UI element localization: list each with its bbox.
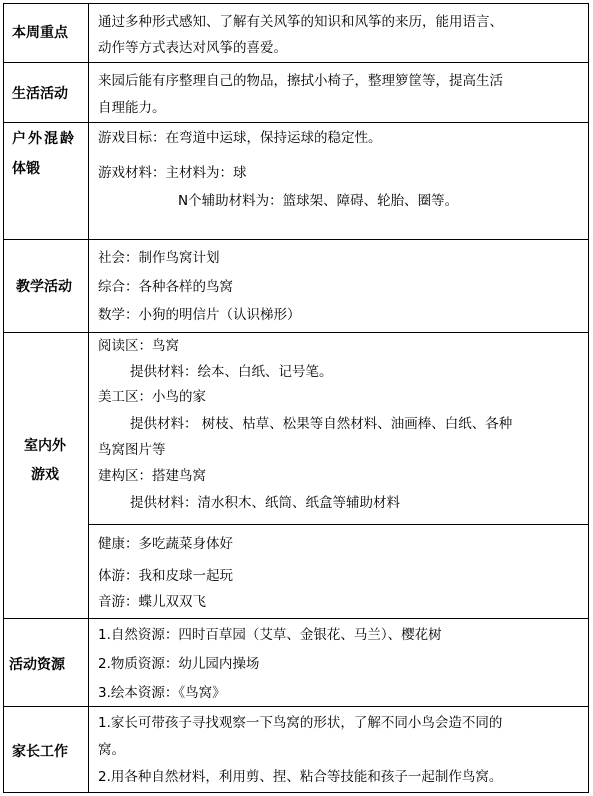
row-divider [4, 332, 588, 333]
games-line: 提供材料：清水积木、纸筒、纸盒等辅助材料 [130, 495, 400, 511]
row-header-teaching: 教学活动 [16, 279, 72, 295]
focus-line: 动作等方式表达对风筝的喜爱。 [98, 40, 287, 56]
row-header-outdoor: 体锻 [12, 161, 40, 177]
outdoor-line: 游戏材料：主材料为：球 [98, 165, 247, 181]
row-header-games: 游戏 [31, 467, 59, 483]
games-line: 音游：蝶儿双双飞 [98, 594, 206, 610]
resources-line: 2.物质资源：幼儿园内操场 [98, 656, 260, 672]
sub-row-divider [88, 524, 588, 525]
row-header-parents: 家长工作 [12, 744, 68, 760]
games-line: 健康：多吃蔬菜身体好 [98, 536, 233, 552]
teaching-line: 数学：小狗的明信片（认识梯形） [98, 307, 301, 323]
outdoor-line: N个辅助材料为：篮球架、障碍、轮胎、圈等。 [178, 193, 459, 209]
focus-line: 通过多种形式感知、了解有关风筝的知识和风筝的来历，能用语言、 [98, 14, 503, 30]
games-line: 提供材料： 树枝、枯草、松果等自然材料、油画棒、白纸、各种 [130, 416, 513, 432]
row-header-resources: 活动资源 [9, 657, 65, 673]
games-line: 鸟窝图片等 [98, 442, 166, 458]
games-line: 提供材料：绘本、白纸、记号笔。 [130, 364, 333, 380]
weekly-plan-table [3, 3, 589, 793]
row-divider [4, 239, 588, 240]
row-divider [4, 706, 588, 707]
row-divider [4, 122, 588, 123]
games-line: 体游：我和皮球一起玩 [98, 568, 233, 584]
outdoor-line: 游戏目标：在弯道中运球，保持运球的稳定性。 [98, 130, 382, 146]
life-line: 来园后能有序整理自己的物品，擦拭小椅子，整理箩筐等，提高生活 [98, 73, 503, 89]
parents-line: 窝。 [98, 742, 125, 758]
row-header-life: 生活活动 [12, 86, 68, 102]
row-header-outdoor: 户外混龄 [12, 131, 76, 147]
parents-line: 2.用各种自然材料，利用剪、捏、粘合等技能和孩子一起制作鸟窝。 [98, 769, 503, 785]
games-line: 美工区：小鸟的家 [98, 389, 206, 405]
teaching-line: 社会：制作鸟窝计划 [98, 250, 220, 266]
games-line: 建构区：搭建鸟窝 [98, 468, 206, 484]
life-line: 自理能力。 [98, 100, 166, 116]
row-header-games: 室内外 [24, 438, 66, 454]
row-divider [4, 62, 588, 63]
row-divider [4, 618, 588, 619]
row-header-focus: 本周重点 [12, 25, 68, 41]
parents-line: 1.家长可带孩子寻找观察一下鸟窝的形状，了解不同小鸟会造不同的 [98, 715, 503, 731]
games-line: 阅读区：鸟窝 [98, 338, 179, 354]
resources-line: 3.绘本资源：《鸟窝》 [98, 685, 226, 701]
teaching-line: 综合：各种各样的鸟窝 [98, 279, 233, 295]
resources-line: 1.自然资源：四时百草园（艾草、金银花、马兰）、樱花树 [98, 627, 442, 643]
